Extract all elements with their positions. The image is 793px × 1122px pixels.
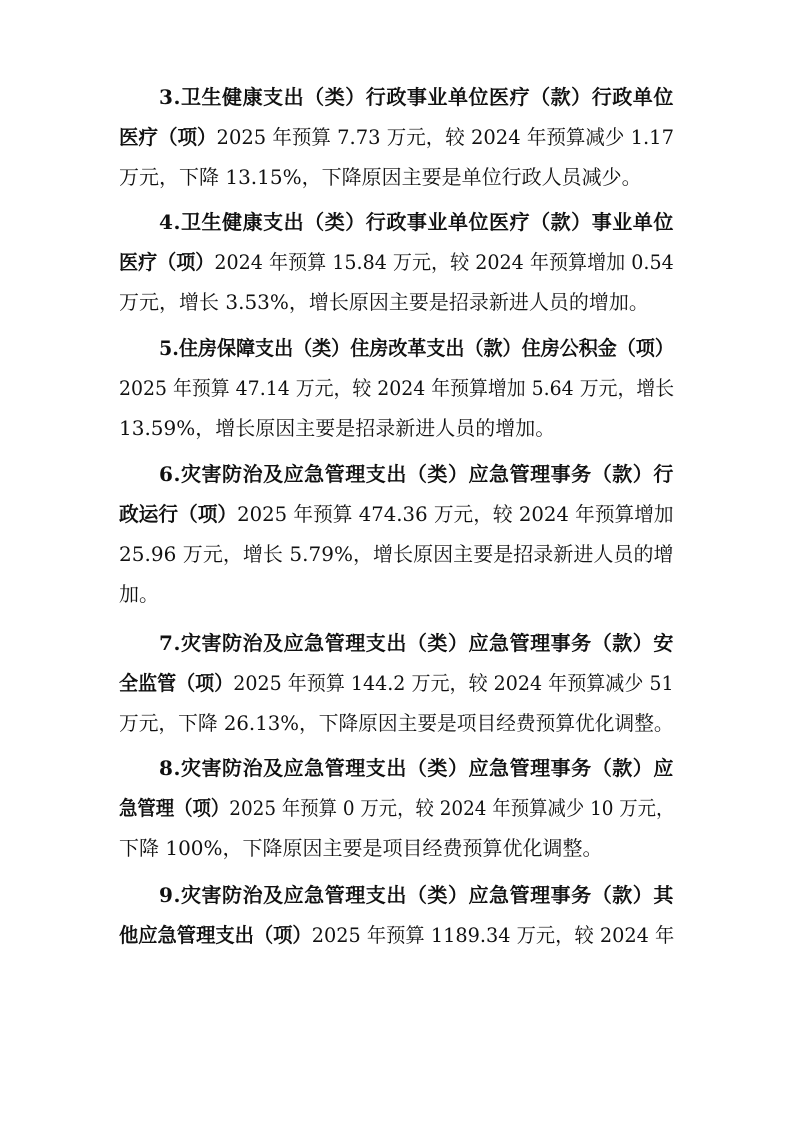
body-text: 2025 年预算 47.14 万元，较 2024 年预算增加 5.64 万元，增长: [119, 376, 675, 400]
paragraph-4-line-1: [159, 454, 674, 494]
paragraph-1-line-1: [159, 77, 674, 117]
paragraph-2-line-1: [159, 202, 674, 242]
paragraph-5-line-1: [159, 623, 674, 663]
paragraph-2-line-3: [119, 282, 649, 322]
paragraph-5-line-2: [119, 663, 674, 703]
bold-heading-text: 8.灾害防治及应急管理支出（类）应急管理事务（款）应: [159, 756, 674, 780]
bold-heading-text: 3.卫生健康支出（类）行政事业单位医疗（款）行政单位: [159, 85, 674, 109]
paragraph-1-line-2: [119, 117, 674, 157]
paragraph-1-line-3: [119, 157, 642, 197]
paragraph-4-line-3: [119, 534, 674, 574]
paragraph-5-line-3: [119, 703, 674, 743]
paragraph-4-line-4: [119, 574, 159, 614]
body-text: 万元，下降 13.15%，下降原因主要是单位行政人员减少。: [119, 165, 642, 189]
paragraph-3-line-3: [119, 408, 555, 448]
body-text: 13.59%，增长原因主要是招录新进人员的增加。: [119, 416, 556, 440]
bold-heading-text: 他应急管理支出（项）: [119, 923, 312, 947]
body-text: 2025 年预算 0 万元，较 2024 年预算减少 10 万元，: [229, 796, 675, 820]
paragraph-3-line-2: [119, 368, 674, 408]
body-text: 2025 年预算 1189.34 万元，较 2024 年: [311, 923, 675, 947]
paragraph-6-line-3: [119, 828, 603, 868]
body-text: 加。: [119, 582, 159, 606]
bold-heading-text: 4.卫生健康支出（类）行政事业单位医疗（款）事业单位: [159, 210, 674, 234]
body-text: 2025 年预算 144.2 万元，较 2024 年预算减少 51: [233, 671, 674, 695]
body-text: 万元，增长 3.53%，增长原因主要是招录新进人员的增加。: [119, 290, 649, 314]
paragraph-7-line-1: [159, 875, 674, 915]
bold-heading-text: 政运行（项）: [119, 502, 238, 526]
bold-heading-text: 医疗（项）: [119, 250, 215, 274]
bold-heading-text: 9.灾害防治及应急管理支出（类）应急管理事务（款）其: [159, 883, 674, 907]
bold-heading-text: 急管理（项）: [119, 796, 230, 820]
paragraph-2-line-2: [119, 242, 674, 282]
paragraph-6-line-2: [119, 788, 674, 828]
bold-heading-text: 全监管（项）: [119, 671, 234, 695]
paragraph-7-line-2: [119, 915, 674, 955]
bold-heading-text: 医疗（项）: [119, 125, 217, 149]
paragraph-6-line-1: [159, 748, 674, 788]
body-text: 万元，下降 26.13%，下降原因主要是项目经费预算优化调整。: [119, 711, 674, 735]
paragraph-3-line-1: [159, 328, 674, 368]
body-text: 25.96 万元，增长 5.79%，增长原因主要是招录新进人员的增: [119, 542, 674, 566]
body-text: 2024 年预算 15.84 万元，较 2024 年预算增加 0.54: [214, 250, 674, 274]
body-text: 2025 年预算 474.36 万元，较 2024 年预算增加: [237, 502, 674, 526]
bold-heading-text: 6.灾害防治及应急管理支出（类）应急管理事务（款）行: [159, 462, 674, 486]
bold-heading-text: 7.灾害防治及应急管理支出（类）应急管理事务（款）安: [159, 631, 674, 655]
bold-heading-text: 5.住房保障支出（类）住房改革支出（款）住房公积金（项）: [159, 336, 674, 360]
body-text: 下降 100%，下降原因主要是项目经费预算优化调整。: [119, 836, 603, 860]
paragraph-4-line-2: [119, 494, 674, 534]
body-text: 2025 年预算 7.73 万元，较 2024 年预算减少 1.17: [216, 125, 675, 149]
